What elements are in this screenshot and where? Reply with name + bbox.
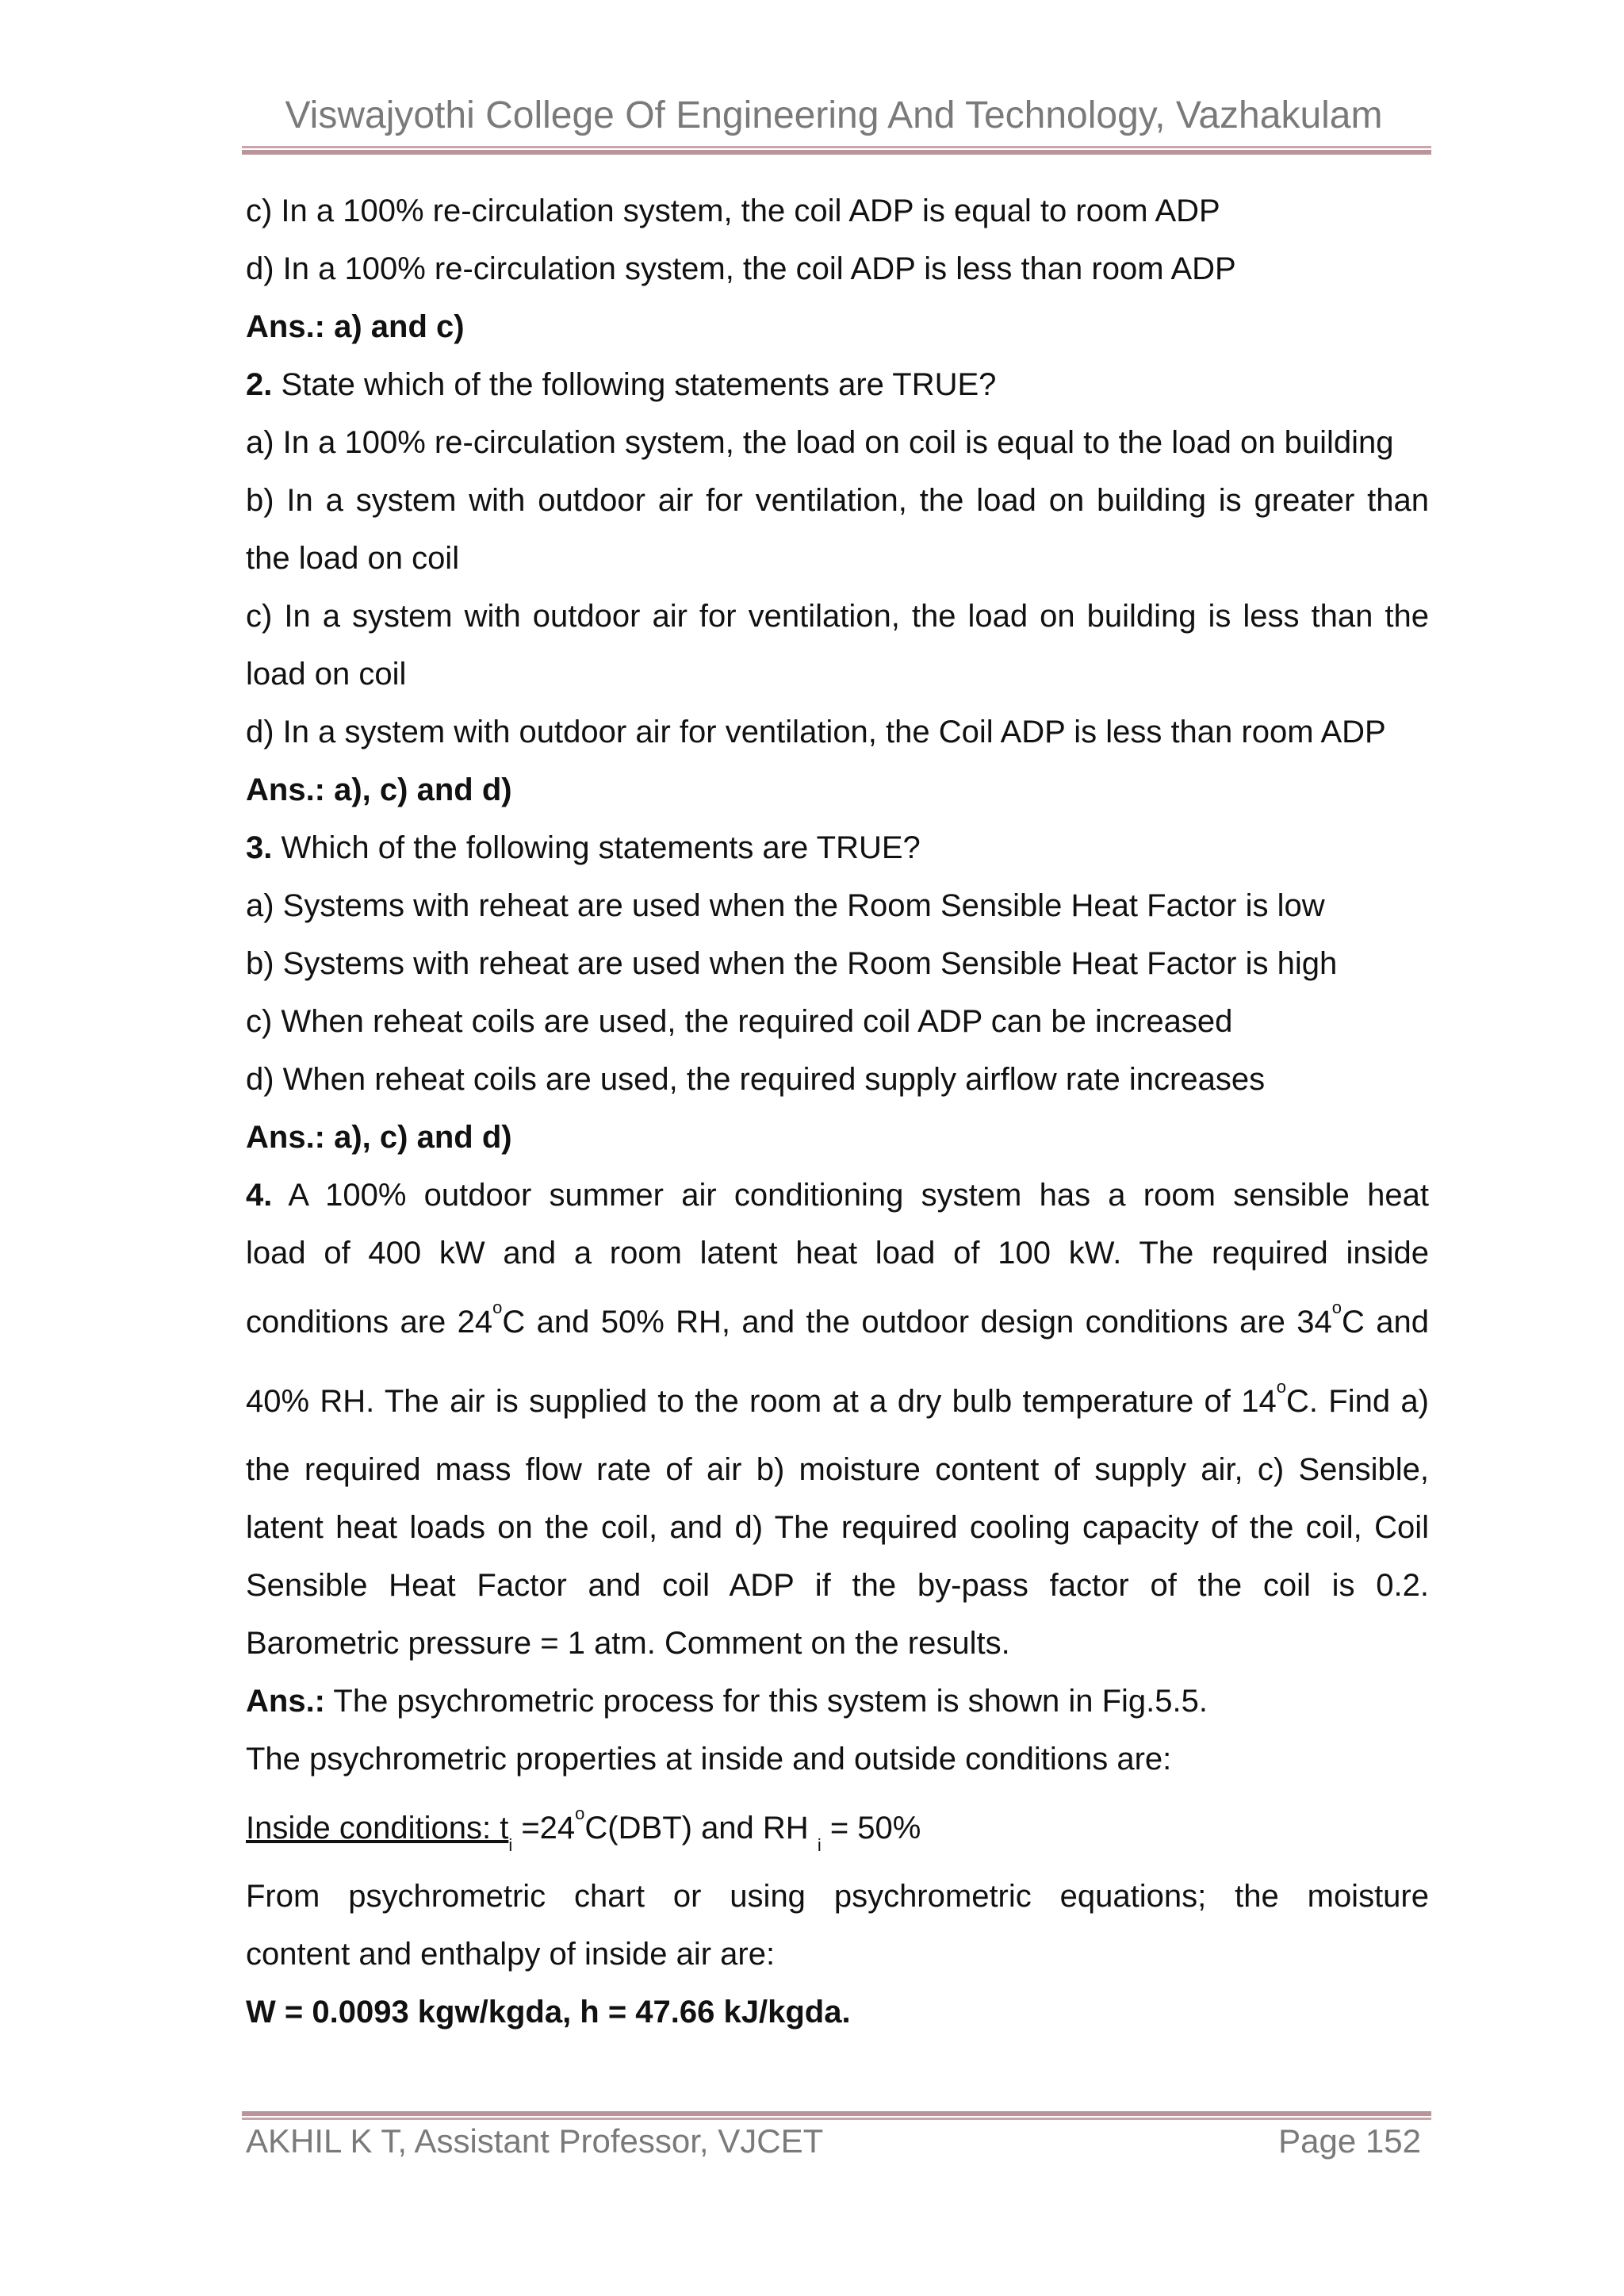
inside-air-result: W = 0.0093 kgw/kgda, h = 47.66 kJ/kgda. — [246, 1995, 851, 2030]
q2-option-d: d) In a system with outdoor air for ventilation, the Coil ADP is less than room ADP — [246, 715, 1386, 749]
q2-option-b-line2: the load on coil — [246, 541, 460, 576]
q4-line8: Barometric pressure = 1 atm. Comment on the results. — [246, 1626, 1010, 1661]
q3-option-d: d) When reheat coils are used, the required supply airflow rate increases — [246, 1062, 1266, 1097]
q3-option-b: b) Systems with reheat are used when the Room Sensible Heat Factor is high — [246, 946, 1338, 981]
q3-stem-text: Which of the following statements are TRUE? — [272, 830, 921, 865]
degree-symbol: o — [1276, 1377, 1286, 1397]
inside-conditions-label: Inside conditions: t — [246, 1811, 509, 1846]
answer-intro: Ans.: The psychrometric process for this system is shown in Fig.5.5. — [246, 1684, 1208, 1719]
q2-answer: Ans.: a), c) and d) — [246, 772, 512, 807]
q4-line4: 40% RH. The air is supplied to the room at a dry bulb temperature of 14$^o$C. Find a) — [246, 1377, 1429, 1419]
q2-stem-text: State which of the following statements are TRUE? — [272, 367, 997, 402]
degree-symbol: o — [1331, 1297, 1342, 1317]
header-rule — [242, 146, 1431, 155]
degree-symbol: o — [575, 1803, 585, 1823]
q4-number: 4. — [246, 1178, 273, 1213]
q4-line3: conditions are 24$^o$C and 50% RH, and the outdoor design conditions are 34$^o$C and — [246, 1297, 1429, 1340]
from-line1: From psychrometric chart or using psychrometric equations; the moisture — [246, 1879, 1429, 1914]
degree-symbol: o — [492, 1297, 503, 1317]
q4-line2: load of 400 kW and a room latent heat load of 100 kW. The required inside — [246, 1236, 1429, 1271]
q2-option-b-line1: b) In a system with outdoor air for ventilation, the load on building is greater than — [246, 483, 1429, 518]
q4-line7: Sensible Heat Factor and coil ADP if the by-pass factor of the coil is 0.2. — [246, 1568, 1429, 1603]
q2-stem — [246, 356, 1429, 414]
q4-line1-text: A 100% outdoor summer air conditioning system has a room sensible heat — [272, 1178, 1429, 1213]
q3-number: 3. — [246, 830, 273, 865]
q1-answer: Ans.: a) and c) — [246, 309, 465, 344]
q1-option-c: c) In a 100% re-circulation system, the coil ADP is equal to room ADP — [246, 194, 1220, 228]
q4-line5: the required mass flow rate of air b) moisture content of supply air, c) Sensible, — [246, 1452, 1429, 1487]
from-line2: content and enthalpy of inside air are: — [246, 1937, 776, 1972]
footer-author: AKHIL K T, Assistant Professor, VJCET — [246, 2122, 824, 2160]
q1-option-d: d) In a 100% re-circulation system, the coil ADP is less than room ADP — [246, 251, 1236, 286]
footer-page-number: Page 152 — [1278, 2122, 1421, 2160]
q4-line1 — [246, 1167, 1429, 1225]
answer-props: The psychrometric properties at inside and outside conditions are: — [246, 1742, 1172, 1777]
page-content — [246, 182, 1429, 2041]
footer-rule — [242, 2111, 1431, 2120]
q3-stem — [246, 819, 1429, 877]
q2-option-c-line2: load on coil — [246, 657, 407, 692]
q3-option-c: c) When reheat coils are used, the required coil ADP can be increased — [246, 1004, 1233, 1039]
q2-option-c-line1: c) In a system with outdoor air for ventilation, the load on building is less than the — [246, 599, 1429, 634]
answer-label: Ans.: — [246, 1684, 325, 1719]
q3-answer: Ans.: a), c) and d) — [246, 1120, 512, 1155]
q2-option-a: a) In a 100% re-circulation system, the load on coil is equal to the load on building — [246, 425, 1394, 460]
page-header-title: Viswajyothi College Of Engineering And Technology, Vazhakulam — [285, 94, 1383, 136]
q2-number: 2. — [246, 367, 273, 402]
q4-line6: latent heat loads on the coil, and d) The required cooling capacity of the coil, Coil — [246, 1510, 1429, 1545]
inside-conditions: Inside conditions: $t_i =24^oC(DBT)$ and RH $_i$ = 50% — [246, 1803, 921, 1855]
q3-option-a: a) Systems with reheat are used when the Room Sensible Heat Factor is low — [246, 888, 1325, 923]
